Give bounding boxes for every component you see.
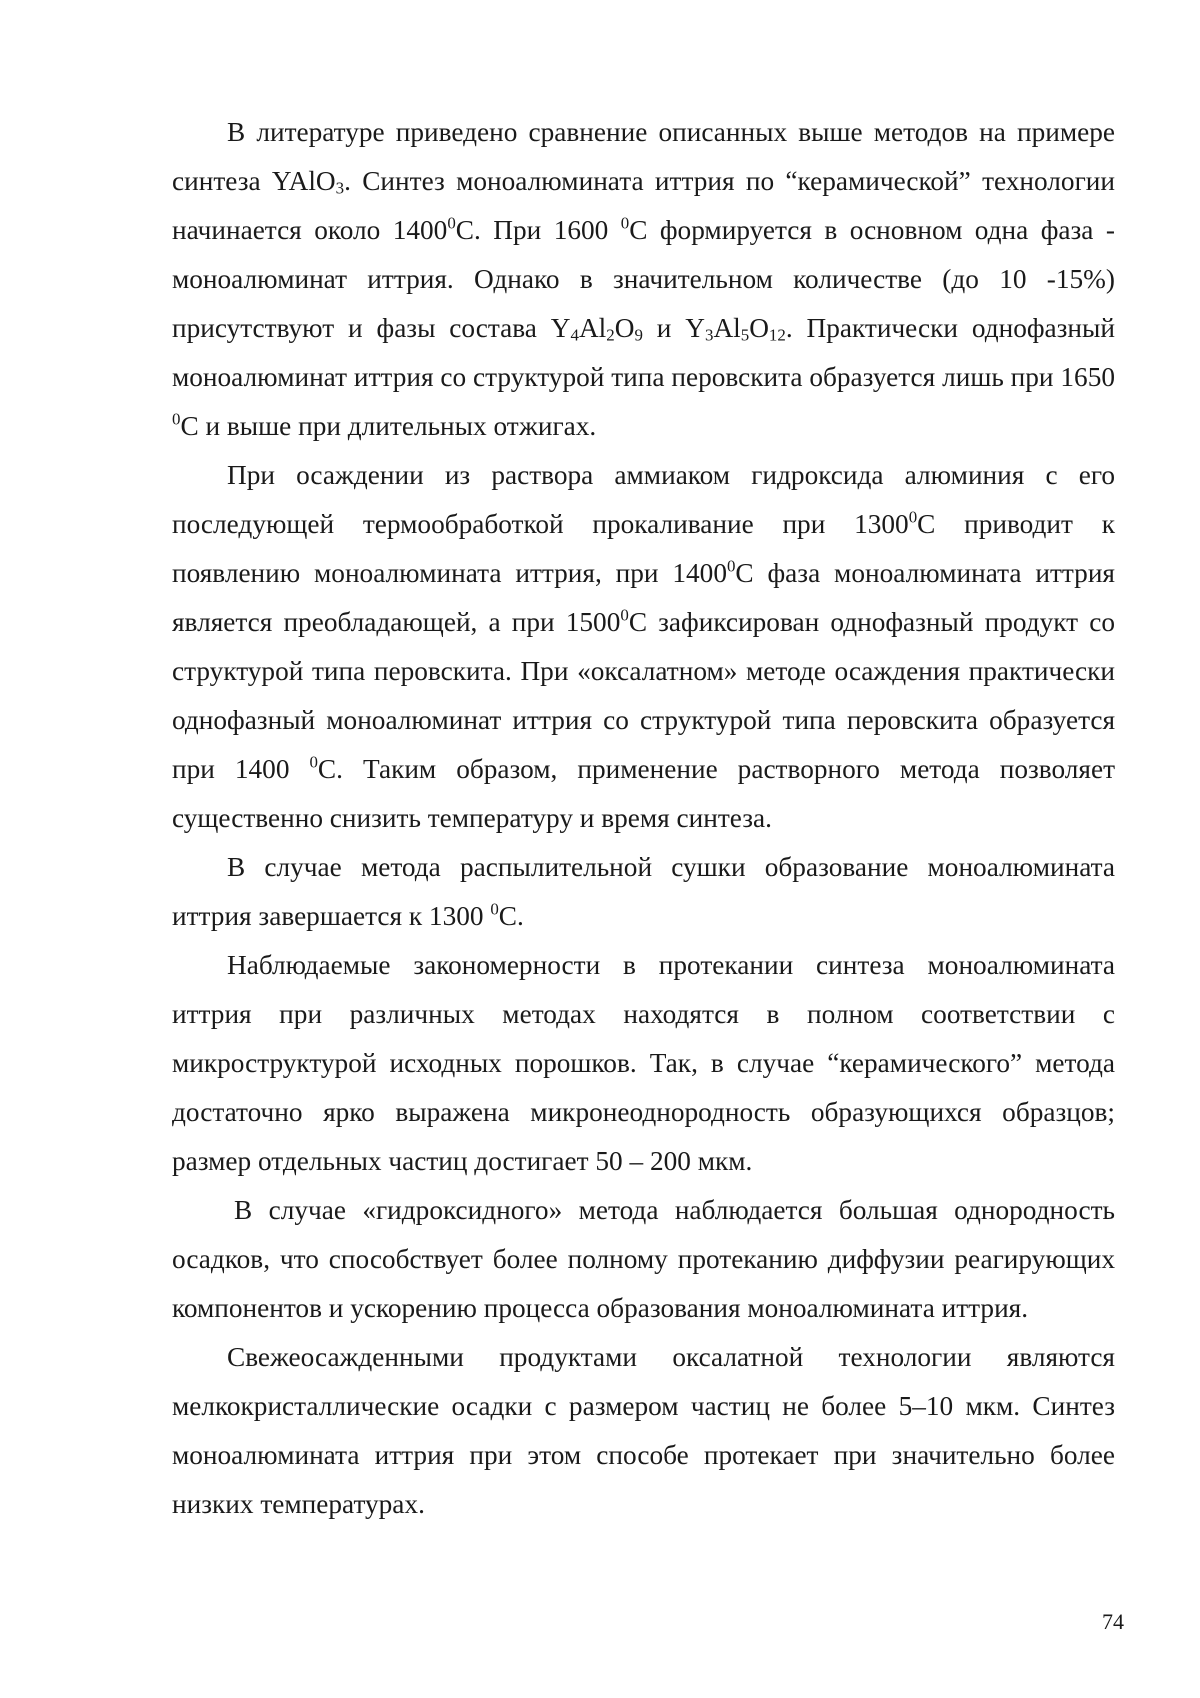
- superscript: 0: [908, 507, 918, 527]
- superscript: 0: [172, 409, 181, 429]
- paragraph: При осаждении из раствора аммиаком гидроксида алюминия с его последующей термообработкой прокаливание при 1300$^0$С приводит к появлению моноалюмината иттрия, при 1400$^0$С фаза моноалюмината иттрия является преобладающей, а при 1500$^0$С зафиксирован однофазный продукт со структурой типа перовскита. При «оксалатном» методе осаждения практически однофазный моноалюминат иттрия со структурой типа перовскита образуется при 1400 $^0$С. Таким образом, применение растворного метода позволяет существенно снизить температуру и время синтеза.: [172, 460, 1115, 833]
- subscript: 9: [634, 325, 643, 345]
- paragraph: Наблюдаемые закономерности в протекании синтеза моноалюмината иттрия при различных методах находятся в полном соответствии с микроструктурой исходных порошков. Так, в случае “керамического” метода достаточно ярко выражена микронеоднородность образующихся образцов; размер отдельных частиц достигает 50 – 200 мкм.: [172, 950, 1115, 1176]
- superscript: 0: [490, 899, 499, 919]
- subscript: 5: [740, 325, 750, 345]
- paragraph: В случае «гидроксидного» метода наблюдается большая однородность осадков, что способствует более полному протеканию диффузии реагирующих компонентов и ускорению процесса образования моноалюмината иттрия.: [172, 1195, 1115, 1323]
- subscript: 4: [570, 325, 579, 345]
- subscript: 12: [768, 325, 786, 345]
- superscript: 0: [726, 556, 736, 576]
- subscript: 3: [704, 325, 714, 345]
- body-text: [172, 108, 1115, 1529]
- superscript: 0: [447, 213, 456, 233]
- subscript: 3: [335, 178, 345, 198]
- subscript: 2: [606, 325, 615, 345]
- superscript: 0: [620, 213, 630, 233]
- paragraph: В литературе приведено сравнение описанных выше методов на примере синтеза YAlO$_3$. Синтез моноалюмината иттрия по “керамической” технологии начинается около 1400$^0$С. При 1600 $^0$С формируется в основном одна фаза - моноалюминат иттрия. Однако в значительном количестве (до 10 -15%) присутствуют и фазы состава $Y_4Al_2O_9$ и $Y_3Al_5O_{12}$. Практически однофазный моноалюминат иттрия со структурой типа перовскита образуется лишь при 1650 $^0$С и выше при длительных отжигах.: [172, 117, 1115, 441]
- superscript: 0: [620, 605, 629, 625]
- paragraph: В случае метода распылительной сушки образование моноалюмината иттрия завершается к 1300 $^0$С.: [172, 852, 1115, 931]
- page-number: 74: [1102, 1609, 1124, 1634]
- superscript: 0: [309, 752, 318, 772]
- paragraph: Свежеосажденными продуктами оксалатной технологии являются мелкокристаллические осадки с размером частиц не более 5–10 мкм. Синтез моноалюмината иттрия при этом способе протекает при значительно более низких температурах.: [172, 1342, 1115, 1519]
